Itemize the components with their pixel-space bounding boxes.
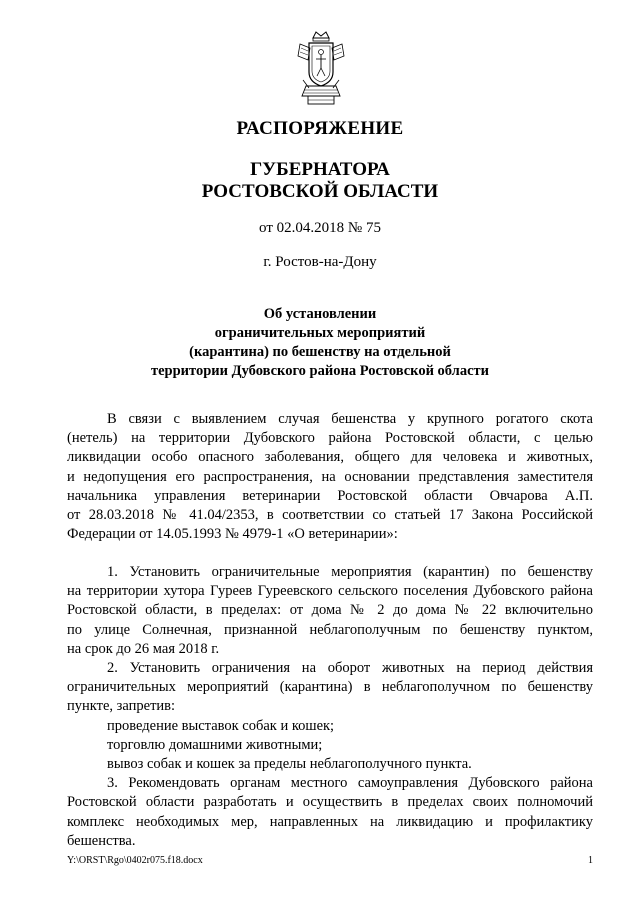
document-city: г. Ростов-на-Дону xyxy=(263,254,377,270)
preamble-line: Федерации от 14.05.1993 № 4979-1 «О ветеринарии»: xyxy=(67,526,398,543)
footer-page-number: 1 xyxy=(588,855,593,866)
preamble-line: от 28.03.2018 № 41.04/2353, в соответствии со статьей 17 Закона Российской xyxy=(67,507,593,524)
order-items xyxy=(67,563,593,851)
subject-line: территории Дубовского района Ростовской области xyxy=(151,363,489,379)
item-3-line: комплекс необходимых мер, направленных на ликвидацию и профилактику xyxy=(67,813,593,830)
item-3-line: 3. Рекомендовать органам местного самоуправления Дубовского района xyxy=(107,775,593,792)
issuer-line-1: ГУБЕРНАТОРА xyxy=(250,159,390,180)
item-3-line: Ростовской области разработать и осуществить в пределах своих полномочий xyxy=(67,794,593,811)
item-1-line: на срок до 26 мая 2018 г. xyxy=(67,640,220,657)
issuer-line-2: РОСТОВСКОЙ ОБЛАСТИ xyxy=(201,181,439,202)
item-2-line: 2. Установить ограничения на оборот животных на период действия xyxy=(107,660,593,677)
item-1-line: 1. Установить ограничительные мероприятия (карантин) по бешенству xyxy=(107,564,593,580)
preamble-line: начальника управления ветеринарии Ростовской области Овчарова А.П. xyxy=(67,487,593,504)
subject-line: Об установлении xyxy=(263,306,377,322)
item-2-line: ограничительных мероприятий (карантина) в неблагополучном по бешенству xyxy=(67,679,593,696)
document-subject xyxy=(60,305,580,381)
prohibition-item: вывоз собак и кошек за пределы неблагополучного пункта. xyxy=(107,756,472,773)
document-title: РАСПОРЯЖЕНИЕ xyxy=(236,118,404,139)
preamble-line: В связи с выявлением случая бешенства у крупного рогатого скота xyxy=(107,411,593,427)
footer-file-path: Y:\ORST\Rgo\0402r075.f18.docx xyxy=(67,855,203,866)
preamble-line: ликвидации особо опасного заболевания, общего для человека и животных, xyxy=(67,449,593,466)
item-1-line: по улице Солнечная, признанной неблагополучным по бешенству пунктом, xyxy=(67,621,593,638)
prohibition-item: проведение выставок собак и кошек; xyxy=(107,717,335,734)
item-2-line: пункте, запретив: xyxy=(67,698,176,715)
prohibition-item: торговлю домашними животными; xyxy=(107,736,323,753)
subject-line: (карантина) по бешенству на отдельной xyxy=(189,344,451,360)
document-date-number: от 02.04.2018 № 75 xyxy=(259,220,381,236)
item-1-line: на территории хутора Гуреев Гуреевского сельского поселения Дубовского района xyxy=(67,583,593,600)
coat-of-arms-emblem xyxy=(296,30,346,110)
subject-line: ограничительных мероприятий xyxy=(214,325,426,341)
preamble-paragraph xyxy=(67,410,593,544)
item-1-line: Ростовской области, в пределах: от дома № 2 до дома № 22 включительно xyxy=(67,602,593,619)
item-3-line: бешенства. xyxy=(67,832,136,849)
preamble-line: (нетель) на территории Дубовского района Ростовской области, с целью xyxy=(67,430,593,447)
preamble-line: и недопущения его распространения, на основании представления заместителя xyxy=(67,468,593,485)
